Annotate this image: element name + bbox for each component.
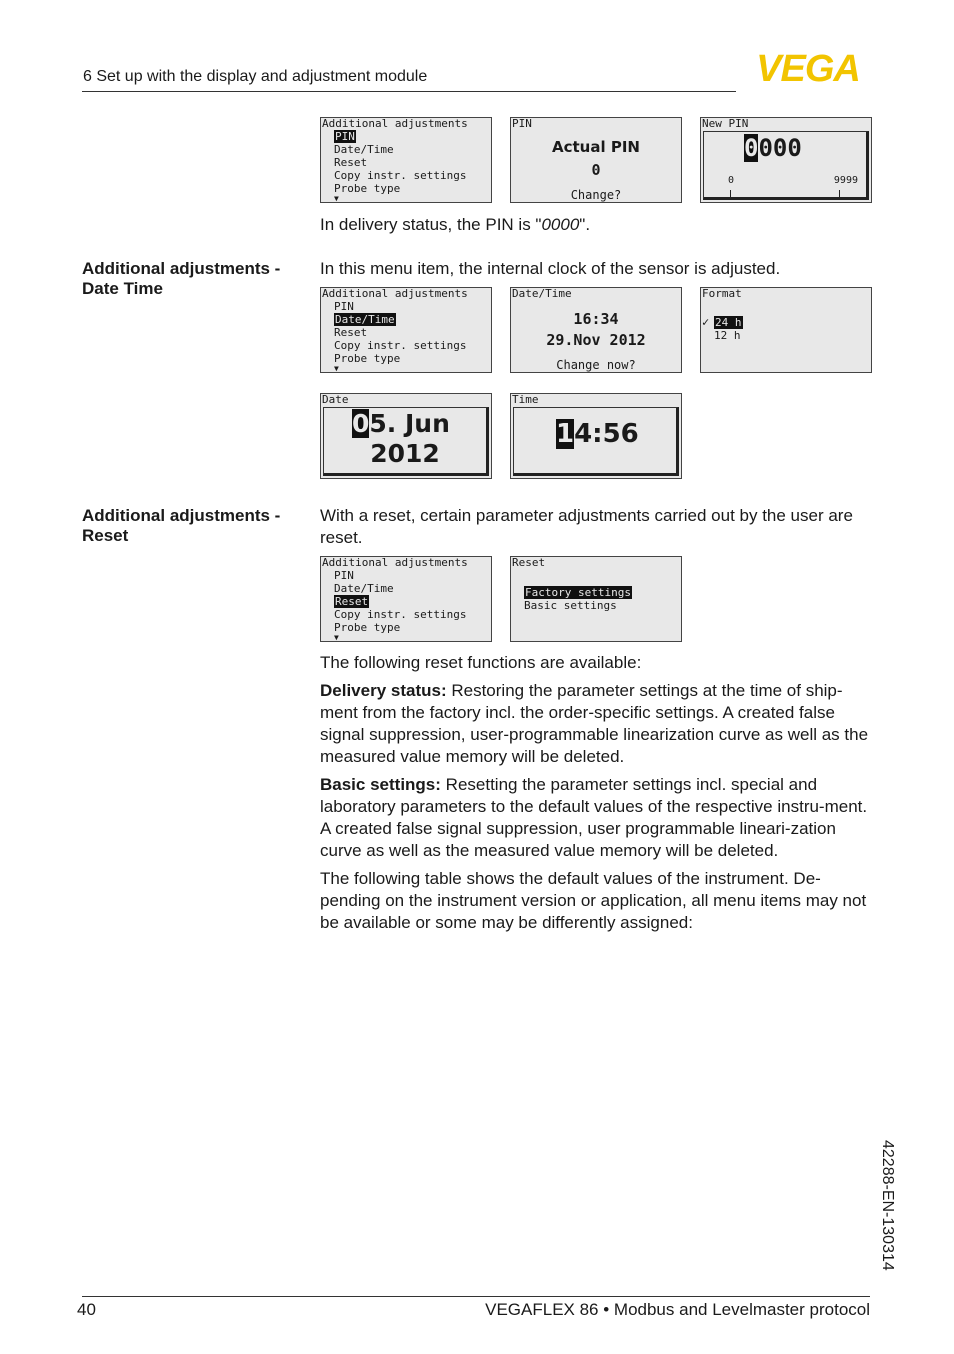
menu-item-copy: Copy instr. settings	[334, 169, 467, 182]
pin-entry-frame	[703, 131, 869, 200]
lcd-new-pin	[700, 117, 872, 203]
reset-factory-settings: Factory settings	[525, 586, 631, 599]
current-time: 16:34	[573, 310, 619, 328]
menu-item-reset: Reset	[335, 595, 369, 608]
time-entry-frame	[513, 407, 679, 476]
change-prompt: Change?	[570, 188, 622, 202]
scroll-down-icon: ▼	[334, 364, 339, 373]
lcd-title: Date/Time	[512, 287, 572, 300]
lcd-menu	[334, 569, 466, 642]
pin-digits: 000	[758, 134, 802, 162]
lcd-title: Time	[512, 393, 539, 406]
lcd-additional-adjustments-date	[320, 287, 492, 373]
lcd-additional-adjustments-pin	[320, 117, 492, 203]
actual-pin-label: Actual PIN	[552, 138, 640, 156]
range-max: 9999	[833, 175, 858, 186]
lcd-title: Date	[322, 393, 349, 406]
range-scale	[730, 190, 840, 199]
date-entry-frame	[323, 407, 489, 476]
reset-available: The following reset functions are available:	[320, 653, 642, 672]
date-time-intro: In this menu item, the internal clock of the sensor is adjusted.	[320, 259, 781, 278]
section-header: 6 Set up with the display and adjustment module	[83, 68, 428, 85]
time-rest: 4:56	[574, 419, 639, 449]
document-code: 42288-EN-130314	[879, 1140, 896, 1271]
pin-cursor-digit: 0	[744, 134, 759, 162]
product-name: VEGAFLEX 86 • Modbus and Levelmaster protocol	[485, 1300, 870, 1319]
lcd-pin	[510, 117, 682, 203]
time-cursor-digit: 1	[556, 419, 575, 449]
menu-item-date-time: Date/Time	[334, 582, 394, 595]
menu-item-pin: PIN	[334, 569, 354, 582]
lcd-title: PIN	[512, 117, 532, 130]
pin-default-value: 0000	[541, 215, 580, 234]
lcd-title: Format	[702, 287, 742, 300]
scroll-down-icon: ▼	[334, 633, 339, 642]
lcd-title: Additional adjustments	[322, 287, 468, 300]
lcd-format	[700, 287, 872, 373]
heading-reset: Additional adjustments - Reset	[82, 506, 281, 545]
date-day-month: 5. Jun	[369, 409, 450, 438]
reset-body	[320, 652, 875, 940]
page-number: 40	[77, 1300, 96, 1319]
menu-item-probe-type: Probe type	[334, 621, 401, 634]
basic-settings-para	[320, 774, 875, 862]
menu-item-date-time: Date/Time	[335, 313, 395, 326]
reset-intro: With a reset, certain parameter adjustments carried out by the user are reset.	[320, 506, 853, 547]
default-values-intro: The following table shows the default values of the instrument. De-pending on the instrument version or application, all menu items may not be available or some may be differently assigned:	[320, 869, 867, 932]
check-icon: ✓	[702, 315, 710, 329]
lcd-additional-adjustments-reset	[320, 556, 492, 642]
lcd-menu	[334, 300, 466, 373]
reset-basic-settings: Basic settings	[524, 599, 617, 612]
format-24h: 24 h	[715, 316, 742, 329]
format-12h: 12 h	[714, 329, 741, 342]
menu-item-date-time: Date/Time	[334, 143, 394, 156]
lcd-time	[510, 393, 682, 479]
lcd-title: Additional adjustments	[322, 117, 468, 130]
lcd-date	[320, 393, 492, 479]
heading-date-time: Additional adjustments - Date Time	[82, 259, 281, 298]
range-min: 0	[728, 175, 735, 186]
menu-item-reset: Reset	[334, 156, 368, 169]
scroll-down-icon: ▼	[334, 194, 339, 203]
pin-caption: In delivery status, the PIN is "0000".	[320, 215, 591, 234]
date-cursor-digit: 0	[352, 409, 370, 438]
menu-item-pin: PIN	[334, 300, 354, 313]
header-rule	[82, 91, 736, 92]
vega-logo	[742, 50, 874, 84]
logo-text: VEGA	[756, 50, 860, 84]
current-date: 29.Nov 2012	[546, 331, 646, 349]
menu-item-reset: Reset	[334, 326, 368, 339]
lcd-title: New PIN	[702, 117, 749, 130]
basic-settings-label: Basic settings:	[320, 775, 441, 794]
delivery-status-text: Restoring the parameter settings at the time of ship-ment from the factory incl. the order-specific settings. A created false signal suppression, user-programmable linearization curve as well as the measured value memory will be deleted.	[320, 681, 869, 766]
change-now-prompt: Change now?	[556, 358, 636, 372]
basic-settings-text: Resetting the parameter settings incl. special and laboratory parameters to the default values of the respective instru-ment. A created false signal suppression, user programmable lineari-zation curve as well as the measured value memory will be deleted.	[320, 775, 868, 860]
actual-pin-value: 0	[591, 161, 601, 179]
lcd-title: Additional adjustments	[322, 556, 468, 569]
lcd-title: Reset	[512, 556, 546, 569]
menu-item-copy: Copy instr. settings	[334, 608, 467, 621]
delivery-status-para	[320, 680, 875, 768]
lcd-date-time	[510, 287, 682, 373]
menu-item-probe-type: Probe type	[334, 182, 401, 195]
lcd-menu	[334, 130, 466, 203]
date-year: 2012	[370, 439, 440, 468]
menu-item-copy: Copy instr. settings	[334, 339, 467, 352]
lcd-reset	[510, 556, 682, 642]
footer-rule	[82, 1296, 870, 1297]
menu-item-pin: PIN	[335, 130, 355, 143]
menu-item-probe-type: Probe type	[334, 352, 401, 365]
delivery-status-label: Delivery status:	[320, 681, 447, 700]
